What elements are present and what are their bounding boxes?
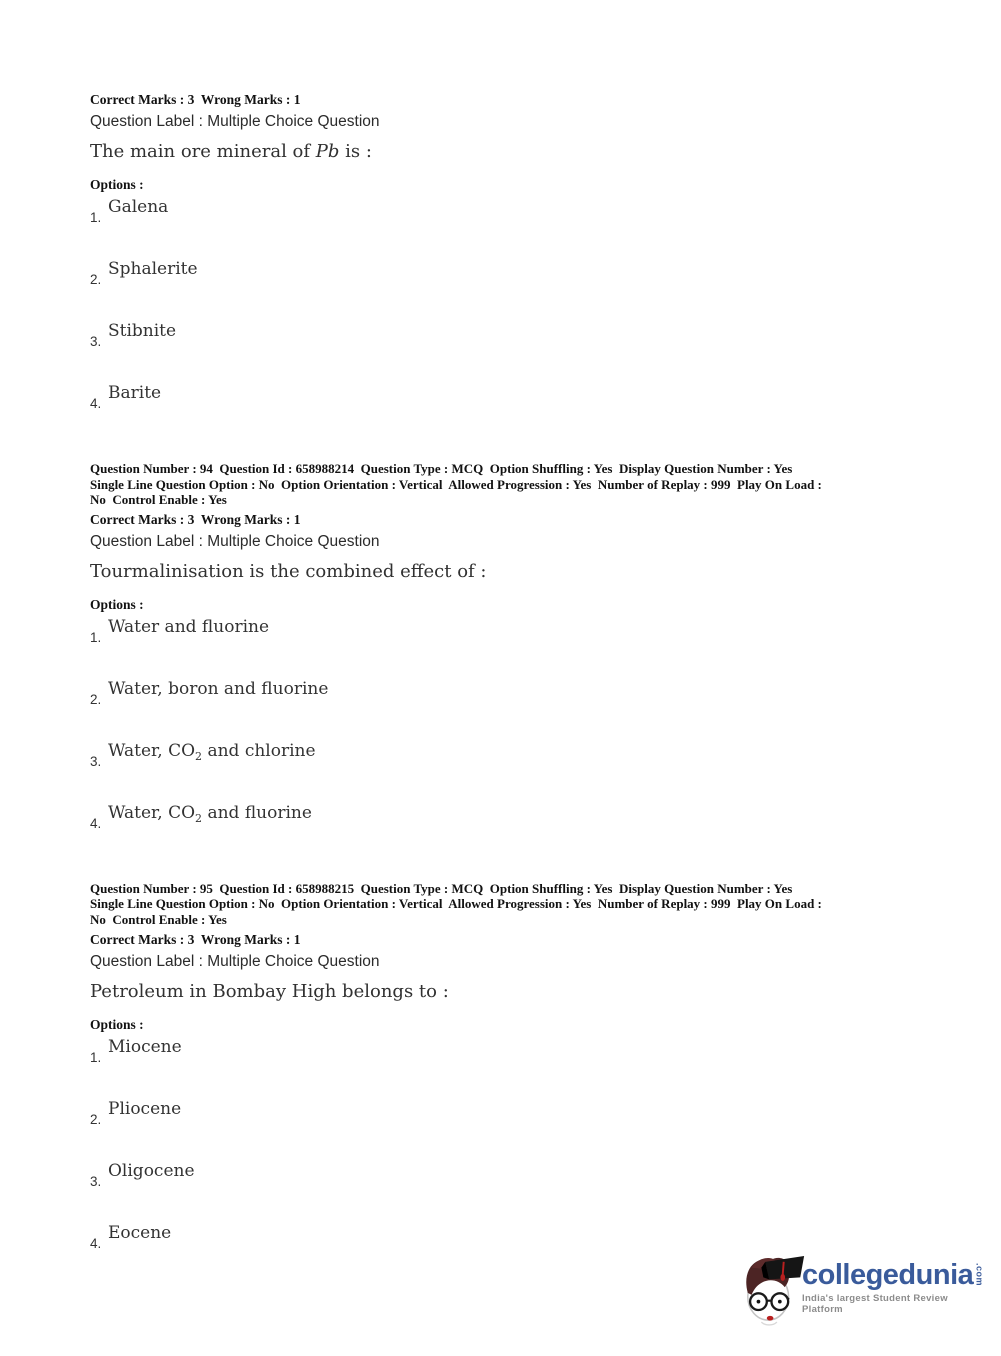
option-number: 4.	[90, 815, 102, 831]
option-row	[90, 679, 935, 713]
marks-line: Correct Marks : 3 Wrong Marks : 1	[90, 511, 301, 527]
options-heading: Options :	[90, 177, 144, 192]
option-number: 4.	[90, 396, 102, 411]
question-block	[90, 461, 935, 837]
option-number: 3.	[90, 1173, 102, 1189]
option-text: Sphalerite	[108, 259, 198, 279]
option-text: Water, $CO_2$ and chlorine	[108, 740, 316, 763]
option-number: 3.	[90, 753, 102, 769]
options-heading: Options :	[90, 596, 144, 612]
option-row	[90, 383, 935, 417]
option-row	[90, 197, 935, 231]
option-row	[90, 321, 935, 355]
option-text: Eocene	[108, 1222, 172, 1243]
options-heading: Options :	[90, 1016, 144, 1032]
option-text: Oligocene	[108, 1160, 195, 1181]
question-block	[90, 92, 935, 417]
question-block	[90, 881, 935, 1257]
option-row	[90, 741, 935, 775]
option-text: Galena	[108, 197, 169, 217]
collegedunia-logo	[740, 1246, 985, 1334]
option-text: Water and fluorine	[108, 616, 270, 637]
question-label: Question Label : Multiple Choice Question	[90, 532, 380, 550]
option-row	[90, 1161, 935, 1195]
question-metadata	[90, 461, 935, 508]
question-metadata-line: Single Line Question Option : No Option Orientation : Vertical Allowed Progression : Yes Number of Replay : 999 Play On Load :	[90, 896, 822, 912]
marks-line: Correct Marks : 3 Wrong Marks : 1	[90, 92, 301, 107]
question-label: Question Label : Multiple Choice Question	[90, 113, 380, 130]
question-metadata-line: No Control Enable : Yes	[90, 911, 227, 927]
option-number: 1.	[90, 1049, 102, 1065]
options-list	[90, 1037, 935, 1257]
option-row	[90, 259, 935, 293]
question-metadata-line: No Control Enable : Yes	[90, 492, 227, 508]
question-metadata-line: Question Number : 95 Question Id : 658988215 Question Type : MCQ Option Shuffling : Yes Display Question Number : Yes	[90, 880, 793, 896]
option-text: Stibnite	[108, 321, 177, 341]
logo-tagline: India's largest Student Review Platform	[802, 1293, 948, 1315]
option-number: 4.	[90, 1235, 102, 1251]
option-text: Barite	[108, 383, 162, 403]
options-list	[90, 197, 935, 417]
option-text: Water, $CO_2$ and fluorine	[108, 802, 312, 825]
option-number: 1.	[90, 210, 102, 225]
option-text: Pliocene	[108, 1098, 182, 1119]
option-row	[90, 1037, 935, 1071]
option-number: 2.	[90, 1111, 102, 1127]
option-number: 2.	[90, 691, 102, 707]
option-text: Water, boron and fluorine	[108, 678, 329, 699]
question-text: Tourmalinisation is the combined effect of :	[90, 560, 487, 582]
question-text: The main ore mineral of Pb is :	[90, 141, 372, 162]
logo-brand-text: collegedunia	[802, 1259, 974, 1291]
question-metadata-line: Question Number : 94 Question Id : 658988214 Question Type : MCQ Option Shuffling : Yes Display Question Number : Yes	[90, 461, 793, 476]
logo-tld-text: .com	[974, 1263, 985, 1287]
questions-list	[90, 92, 935, 1257]
option-number: 3.	[90, 334, 102, 349]
question-text: Petroleum in Bombay High belongs to :	[90, 980, 449, 1002]
question-metadata-line: Single Line Question Option : No Option Orientation : Vertical Allowed Progression : Yes Number of Replay : 999 Play On Load :	[90, 476, 822, 492]
option-row	[90, 617, 935, 651]
option-number: 2.	[90, 272, 102, 287]
option-row	[90, 1099, 935, 1133]
option-text: Miocene	[108, 1036, 182, 1057]
option-row	[90, 803, 935, 837]
logo-text	[802, 1246, 984, 1315]
graduate-boy-mascot-icon	[740, 1248, 808, 1332]
marks-line: Correct Marks : 3 Wrong Marks : 1	[90, 931, 301, 947]
question-label: Question Label : Multiple Choice Question	[90, 952, 380, 970]
option-number: 1.	[90, 629, 102, 645]
question-metadata	[90, 881, 935, 928]
options-list	[90, 617, 935, 837]
